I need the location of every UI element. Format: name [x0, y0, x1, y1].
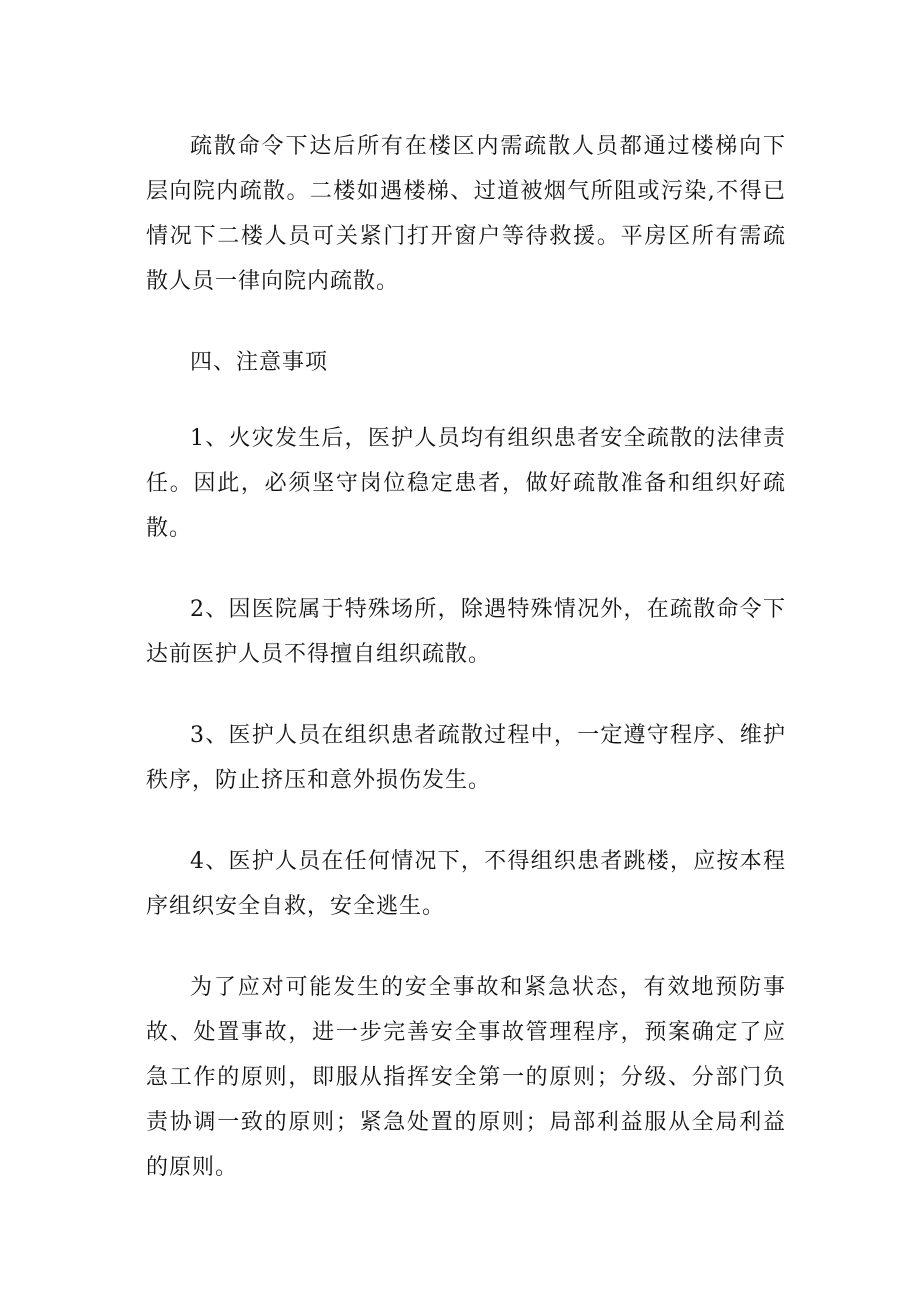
- precaution-item-3: 3、医护人员在组织患者疏散过程中，一定遵守程序、维护秩序，防止挤压和意外损伤发生。: [146, 723, 786, 793]
- precaution-item-2: 2、因医院属于特殊场所，除遇特殊情况外，在疏散命令下达前医护人员不得擅自组织疏散。: [146, 597, 786, 667]
- paragraph-emergency-principles: 为了应对可能发生的安全事故和紧急状态，有效地预防事故、处置事故，进一步完善安全事故管理程序，预案确定了应急工作的原则，即服从指挥安全第一的原则；分级、分部门负责协调一致的原则；紧急处置的原则；局部利益服从全局利益的原则。: [146, 975, 786, 1180]
- document-body: [146, 124, 786, 1226]
- precaution-item-1: 1、火灾发生后，医护人员均有组织患者安全疏散的法律责任。因此，必须坚守岗位稳定患者，做好疏散准备和组织好疏散。: [146, 426, 786, 541]
- section-heading-precautions: 四、注意事项: [190, 350, 329, 375]
- precaution-item-4: 4、医护人员在任何情况下，不得组织患者跳楼，应按本程序组织安全自救，安全逃生。: [146, 849, 786, 919]
- paragraph-evacuation-order: 疏散命令下达后所有在楼区内需疏散人员都通过楼梯向下层向院内疏散。二楼如遇楼梯、过道被烟气所阻或污染,不得已情况下二楼人员可关紧门打开窗户等待救援。平房区所有需疏散人员一律向院内疏散。: [146, 134, 786, 294]
